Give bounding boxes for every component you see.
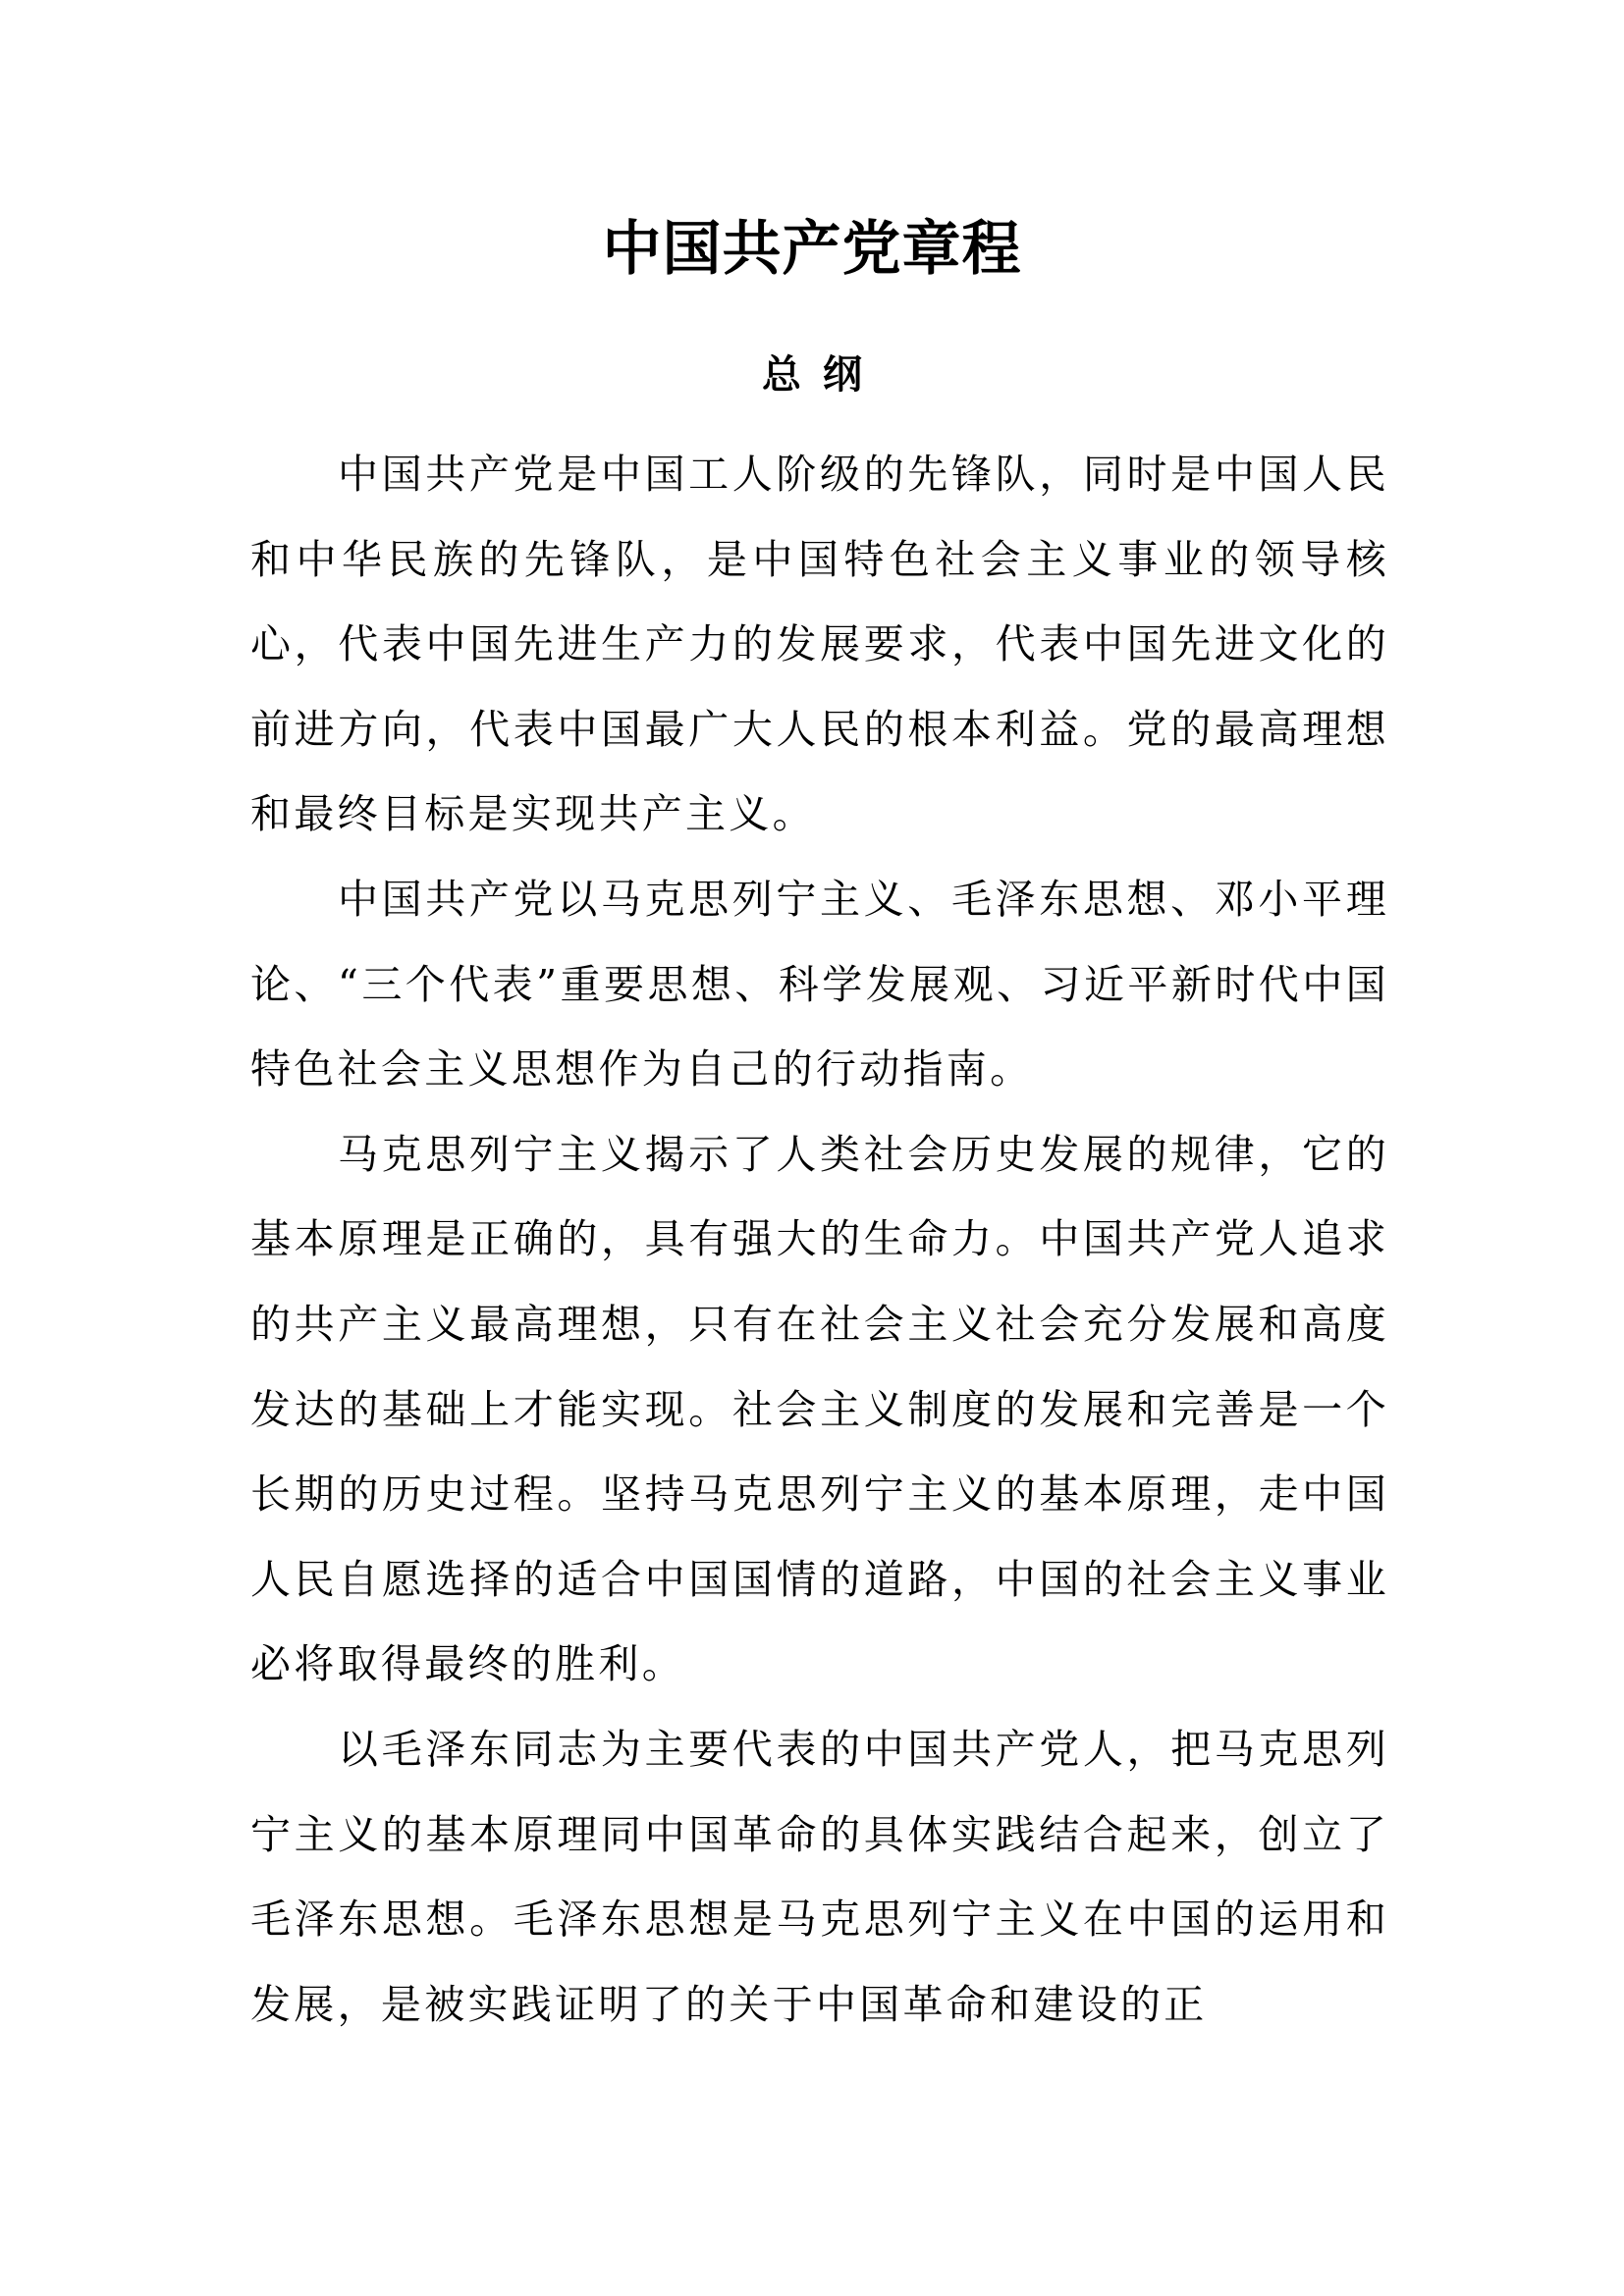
body-text (250, 432, 1389, 2047)
section-heading-char-2: 纲 (823, 352, 862, 398)
paragraph-3: 马克思列宁主义揭示了人类社会历史发展的规律，它的基本原理是正确的，具有强大的生命力。中国共产党人追求的共产主义最高理想，只有在社会主义社会充分发展和高度发达的基础上才能实现。社会主义制度的发展和完善是一个长期的历史过程。坚持马克思列宁主义的基本原理，走中国人民自愿选择的适合中国国情的道路，中国的社会主义事业必将取得最终的胜利。 (250, 1130, 1389, 1688)
section-heading-char-1: 总 (762, 352, 801, 398)
section-heading-general-program (0, 349, 1624, 400)
document-title: 中国共产党章程 (602, 215, 1022, 284)
paragraph-1: 中国共产党是中国工人阶级的先锋队，同时是中国人民和中华民族的先锋队，是中国特色社会主义事业的领导核心，代表中国先进生产力的发展要求，代表中国先进文化的前进方向，代表中国最广大人民的根本利益。党的最高理想和最终目标是实现共产主义。 (250, 451, 1389, 838)
paragraph-4: 以毛泽东同志为主要代表的中国共产党人，把马克思列宁主义的基本原理同中国革命的具体实践结合起来，创立了毛泽东思想。毛泽东思想是马克思列宁主义在中国的运用和发展，是被实践证明了的关于中国革命和建设的正 (250, 1725, 1389, 2028)
paragraph-2: 中国共产党以马克思列宁主义、毛泽东思想、邓小平理论、“三个代表”重要思想、科学发展观、习近平新时代中国特色社会主义思想作为自己的行动指南。 (250, 875, 1389, 1094)
